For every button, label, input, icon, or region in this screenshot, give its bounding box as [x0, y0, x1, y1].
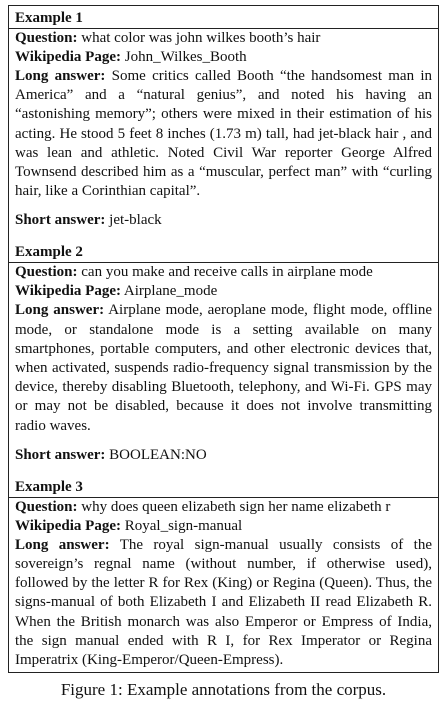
question-text: what color was john wilkes booth’s hair — [81, 30, 321, 46]
short-answer-row — [15, 211, 432, 230]
long-answer-text: Airplane mode, aeroplane mode, flight mode, offline mode, or standalone mode is a setting available on many smartphones, portable computers, and other electronic devices that, when activated, suspends radio-frequency signal transmission by the device, thereby disabling Bluetooth, telephony, and Wi-Fi. GPS may or may not be disabled, because it does not involve transmitting radio waves. — [15, 302, 432, 434]
example-2 — [15, 243, 432, 464]
short-answer-label: Short answer: — [15, 446, 106, 463]
wikipedia-page-title: John_Wilkes_Booth — [124, 49, 247, 65]
wikipedia-page-row — [15, 517, 432, 536]
example-title: Example 1 — [15, 10, 83, 26]
long-answer-label: Long answer: — [15, 302, 105, 319]
wikipedia-page-row — [15, 48, 432, 67]
wikipedia-page-label: Wikipedia Page: — [15, 283, 121, 300]
wikipedia-page-title: Airplane_mode — [123, 283, 218, 300]
question-text: why does queen elizabeth sign her name elizabeth r — [81, 498, 391, 515]
short-answer-text: BOOLEAN:NO — [109, 446, 207, 463]
question-row — [9, 28, 438, 48]
question-label: Question: — [15, 30, 78, 46]
wikipedia-page-label: Wikipedia Page: — [15, 49, 121, 65]
wikipedia-page-title: Royal_sign-manual — [124, 517, 243, 534]
question-label: Question: — [15, 498, 78, 515]
short-answer-text: jet-black — [109, 212, 162, 229]
example-1 — [15, 9, 432, 230]
wikipedia-page-label: Wikipedia Page: — [15, 517, 121, 534]
example-title: Example 2 — [15, 244, 83, 261]
wikipedia-page-row — [15, 282, 432, 301]
short-answer-label: Short answer: — [15, 212, 106, 229]
long-answer-paragraph — [15, 536, 432, 670]
example-3 — [15, 478, 432, 673]
question-row — [9, 262, 438, 282]
long-answer-text: Some critics called Booth “the handsomest man in America” and a “natural genius”, and noted his having an “astonishing memory”; others were mixed in their estimation of his acting. He stood 5 feet 8 inches (1.73 m) tall, had jet-black hair , and was lean and athletic. Noted Civil War reporter George Alfred Townsend described him as a “muscular, perfect man” with “curling hair, like a Corinthian capital”. — [15, 68, 432, 200]
long-answer-label: Long answer: — [15, 536, 110, 553]
examples-box — [8, 5, 439, 673]
long-answer-text: The royal sign-manual usually consists of the sovereign’s regnal name (without number, if otherwise used), followed by the letter R for Rex (King) or Regina (Queen). Thus, the signs-manual of both Elizabeth I and Elizabeth II read Elizabeth R. When the British monarch was also Emperor or Empress of India, the sign manual ended with R I, for Rex Imperator or Regina Imperatrix (King-Emperor/Queen-Empress). — [15, 536, 432, 669]
long-answer-paragraph — [15, 301, 432, 435]
question-label: Question: — [15, 264, 78, 281]
question-row — [9, 497, 438, 517]
long-answer-label: Long answer: — [15, 68, 106, 84]
long-answer-paragraph — [15, 67, 432, 201]
short-answer-row — [15, 446, 432, 465]
figure-caption: Figure 1: Example annotations from the corpus. — [60, 680, 387, 699]
question-text: can you make and receive calls in airplane mode — [81, 264, 373, 281]
example-title: Example 3 — [15, 478, 83, 495]
